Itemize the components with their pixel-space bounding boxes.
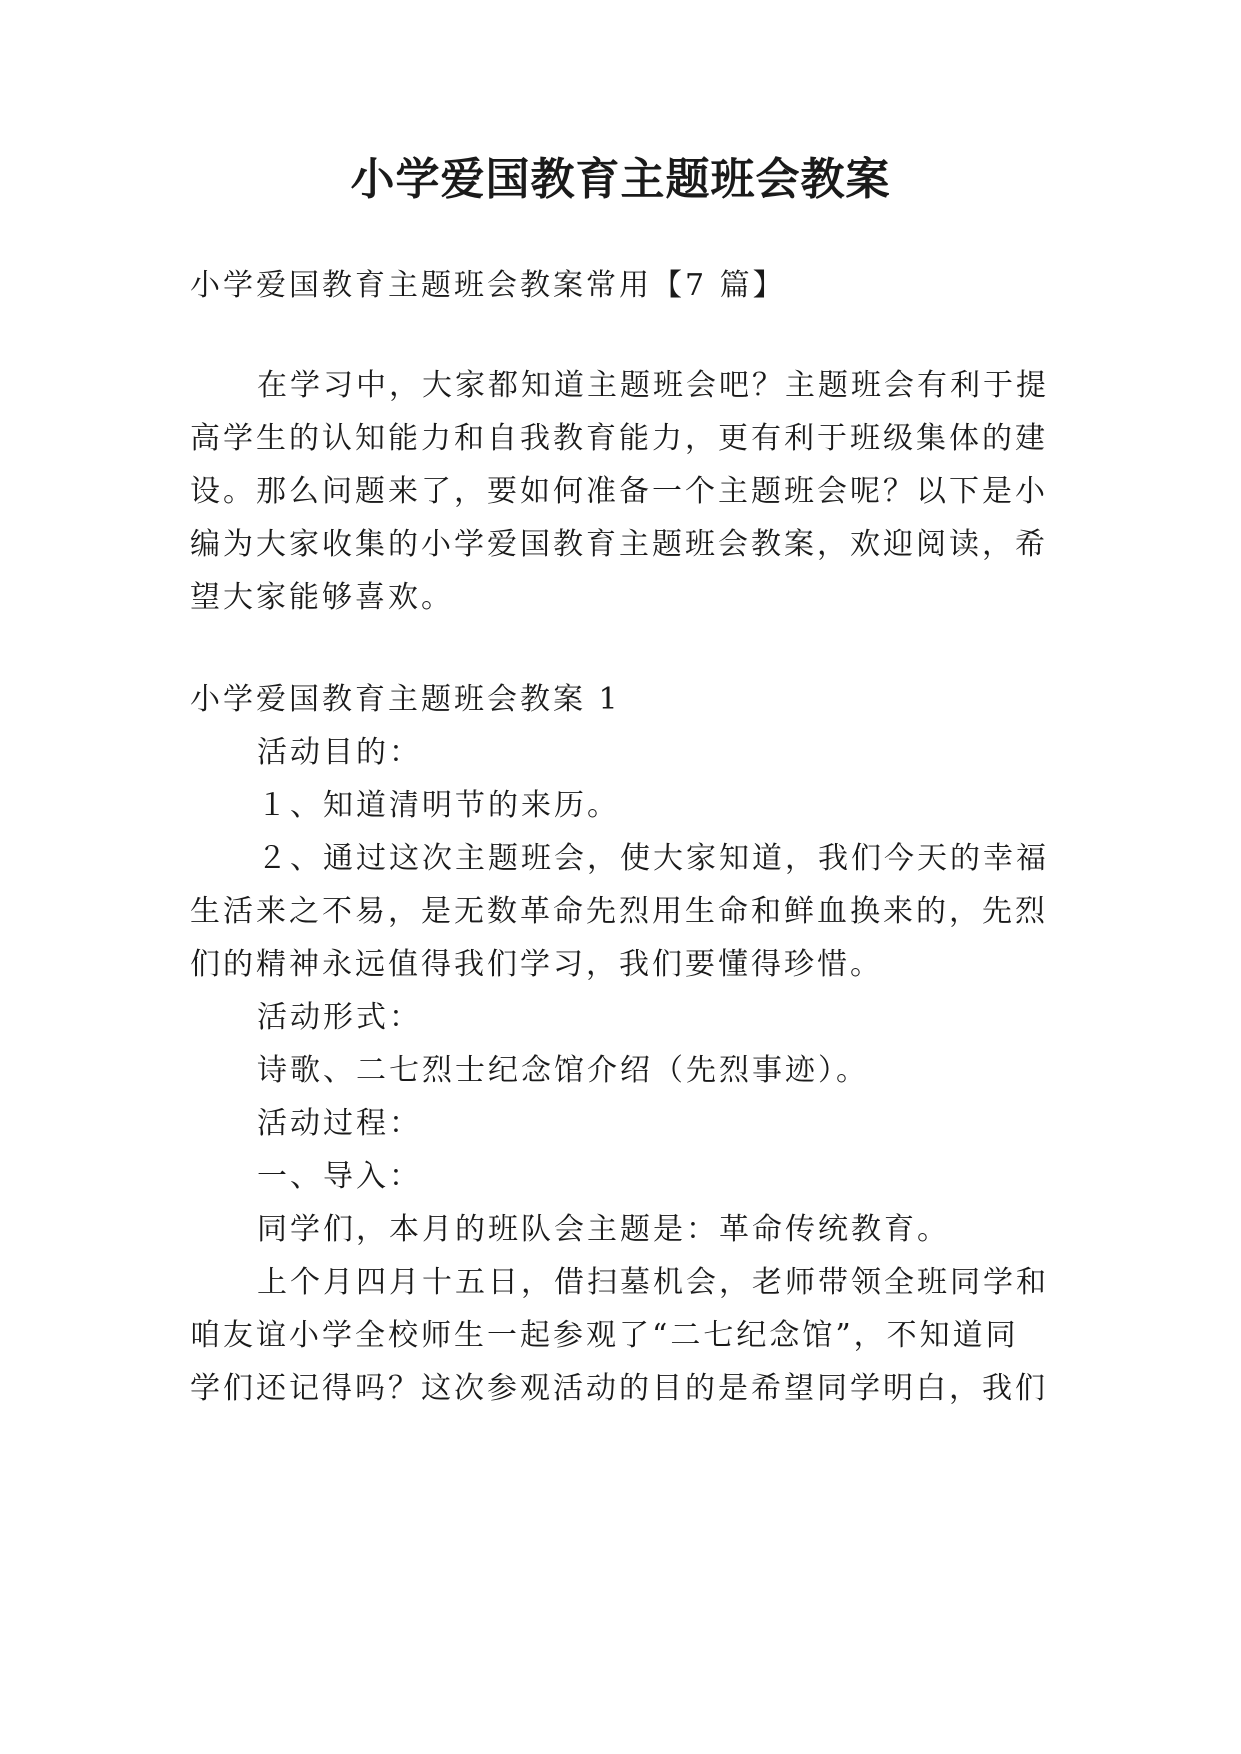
intro-line-2: 高学生的认知能力和自我教育能力，更有利于班级集体的建: [190, 421, 1048, 456]
purpose-label: 活动目的：: [257, 735, 422, 770]
intro-line-4: 编为大家收集的小学爱国教育主题班会教案，欢迎阅读，希: [190, 527, 1048, 562]
section-heading: 小学爱国教育主题班会教案 1: [190, 682, 621, 717]
document-title: 小学爱国教育主题班会教案: [350, 154, 891, 205]
step-1-para-line-2: 咱友谊小学全校师生一起参观了“二七纪念馆”，不知道同: [190, 1318, 1019, 1353]
step-1-text: 同学们，本月的班队会主题是：革命传统教育。: [257, 1212, 950, 1247]
purpose-item-2-line-1: ２、通过这次主题班会，使大家知道，我们今天的幸福: [257, 841, 1049, 876]
step-1-para-line-3: 学们还记得吗？这次参观活动的目的是希望同学明白，我们: [190, 1371, 1048, 1406]
document-subtitle: 小学爱国教育主题班会教案常用【7 篇】: [190, 268, 786, 303]
process-label: 活动过程：: [257, 1106, 422, 1141]
intro-line-1: 在学习中，大家都知道主题班会吧？主题班会有利于提: [257, 368, 1049, 403]
step-1-label: 一、导入：: [257, 1159, 422, 1194]
form-text: 诗歌、二七烈士纪念馆介绍（先烈事迹）。: [257, 1053, 869, 1088]
step-1-para-line-1: 上个月四月十五日，借扫墓机会，老师带领全班同学和: [257, 1265, 1049, 1300]
purpose-item-1: １、知道清明节的来历。: [257, 788, 620, 823]
intro-line-3: 设。那么问题来了，要如何准备一个主题班会呢？以下是小: [190, 474, 1048, 509]
purpose-item-2-line-3: 们的精神永远值得我们学习，我们要懂得珍惜。: [190, 947, 883, 982]
intro-line-5: 望大家能够喜欢。: [190, 580, 454, 615]
purpose-item-2-line-2: 生活来之不易，是无数革命先烈用生命和鲜血换来的，先烈: [190, 894, 1048, 929]
form-label: 活动形式：: [257, 1000, 422, 1035]
